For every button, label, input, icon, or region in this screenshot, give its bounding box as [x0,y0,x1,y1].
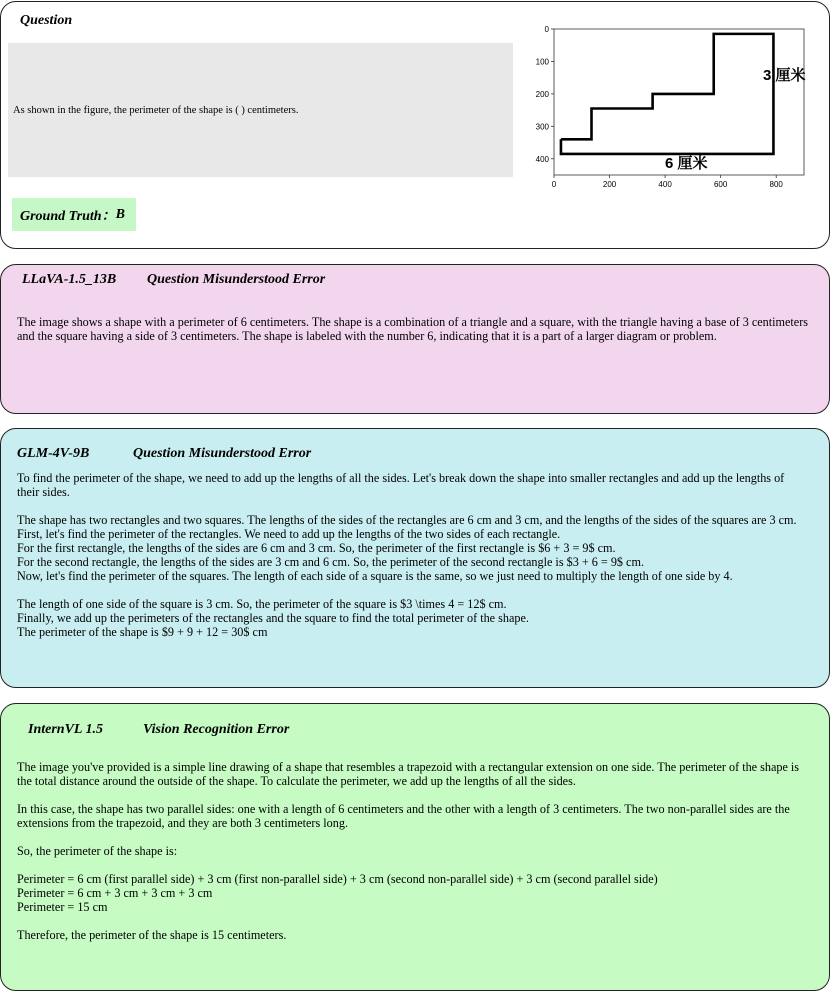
response-header [17,446,311,462]
response-text: The image you've provided is a simple line drawing of a shape that resembles a trapezoid with a rectangular extension on one side. The perimeter of the shape is the total distance around the outside of the shape. To calculate the perimeter, we add up the lengths of all the sides. In this case, the shape has two parallel sides: one with a length of 6 centimeters and the other with a length of 3 centimeters. The two non-parallel sides are the extensions from the trapezoid, and they are both 3 centimeters long. So, the perimeter of the shape is: Perimeter = 6 cm (first parallel side) + 3 cm (first non-parallel side) + 3 cm (second non-parallel side) + 3 cm (second parallel side) Perimeter = 6 cm + 3 cm + 3 cm + 3 cm Perimeter = 15 cm Therefore, the perimeter of the shape is 15 centimeters. [17,760,800,942]
response-panel-glm [0,428,830,688]
x-tick-group [552,175,784,189]
error-type: Question Misunderstood Error [147,272,326,287]
response-panel-internvl [0,703,830,991]
y-tick-label: 400 [535,154,549,164]
question-panel [0,1,830,249]
y-tick-label: 200 [535,89,549,99]
question-title: Question [20,13,73,28]
model-name: GLM-4V-9B [17,446,90,461]
ground-truth-value: B [115,206,125,222]
model-name: InternVL 1.5 [28,722,103,737]
response-text: The image shows a shape with a perimeter of 6 centimeters. The shape is a combination of a triangle and a square, with the triangle having a base of 3 centimeters and the square having a side of 3 centimeters. The shape is labeled with the number 6, indicating that it is a part of a larger diagram or problem. [17,315,812,343]
response-header [28,722,289,738]
question-box [8,43,513,177]
y-tick-label: 300 [535,122,549,132]
model-name: LLaVA-1.5_13B [22,272,117,287]
label-6cm: 6 厘米 [665,155,708,172]
response-panel-llava [0,264,830,414]
x-tick-label: 400 [658,180,672,189]
label-3cm: 3 厘米 [763,67,806,84]
error-type: Vision Recognition Error [143,722,290,737]
y-tick-label: 0 [544,25,549,34]
ground-truth-badge [12,198,136,231]
response-text: To find the perimeter of the shape, we need to add up the lengths of all the sides. Let's break down the shape into smaller rectangles and add up the lengths of their sides. The shape has two rectangles and two squares. The lengths of the sides of the rectangles are 6 cm and 3 cm, and the lengths of the sides of the squares are 3 cm. First, let's find the perimeter of the rectangles. We need to add up the lengths of the two sides of each rectangle. For the first rectangle, the lengths of the sides are 6 cm and 3 cm. So, the perimeter of the first rectangle is $6 + 3 = 9$ cm. For the second rectangle, the lengths of the sides are 3 cm and 6 cm. So, the perimeter of the second rectangle is $3 + 6 = 9$ cm. Now, let's find the perimeter of the squares. The length of each side of a square is the same, so we just need to multiply the length of one side by 4. The length of one side of the square is 3 cm. So, the perimeter of the square is $3 \times 4 = 12$ cm. Finally, we add up the perimeters of the rectangles and the square to find the total perimeter of the shape. The perimeter of the shape is $9 + 9 + 12 = 30$ cm [17,471,797,639]
x-tick-label: 200 [602,180,617,189]
question-text: As shown in the figure, the perimeter of the shape is ( ) centimeters. [13,104,299,116]
y-tick-group [536,25,554,164]
error-type: Question Misunderstood Error [133,446,312,461]
ground-truth-label: Ground Truth： [20,208,116,224]
response-header [22,272,325,288]
question-figure [523,18,813,194]
x-tick-label: 0 [551,180,557,189]
x-tick-label: 600 [713,180,728,189]
x-tick-label: 800 [769,180,783,189]
y-tick-label: 100 [535,57,549,67]
